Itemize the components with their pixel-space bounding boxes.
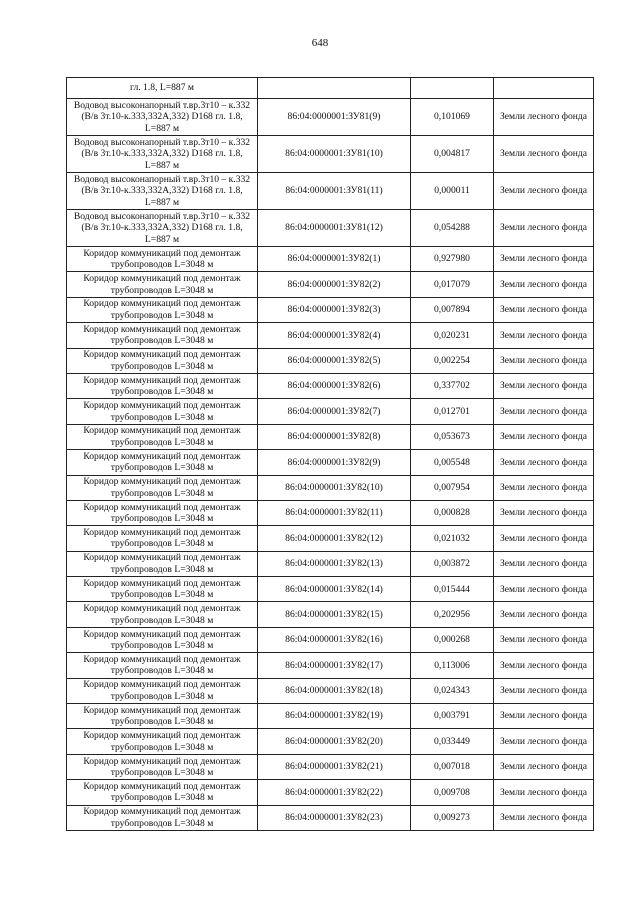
land-category-cell: Земли лесного фонда [494,551,594,576]
plot-name-cell: Водовод высоконапорный т.вр.3т10 – к.332 (В/в 3т.10-к.333,332А,332) D168 гл. 1.8, L=887 м [67,136,258,173]
plot-name-cell: Коридор коммуникаций под демонтаж трубопроводов L=3048 м [67,526,258,551]
land-category-cell: Земли лесного фонда [494,348,594,373]
area-cell: 0,017079 [411,272,494,297]
area-cell: 0,054288 [411,210,494,247]
land-category-cell: Земли лесного фонда [494,210,594,247]
table-row [67,348,594,373]
plot-name-cell: Коридор коммуникаций под демонтаж трубопроводов L=3048 м [67,323,258,348]
table-row [67,323,594,348]
cadastral-number-cell: 86:04:0000001:ЗУ82(5) [258,348,411,373]
area-cell: 0,033449 [411,729,494,754]
plot-name-cell: Коридор коммуникаций под демонтаж трубопроводов L=3048 м [67,297,258,322]
table-row [67,729,594,754]
land-category-cell: Земли лесного фонда [494,450,594,475]
cadastral-number-cell: 86:04:0000001:ЗУ82(11) [258,500,411,525]
plot-name-cell: Коридор коммуникаций под демонтаж трубопроводов L=3048 м [67,602,258,627]
table-row [67,424,594,449]
land-plot-table [66,77,594,831]
table-row [67,99,594,136]
cadastral-number-cell: 86:04:0000001:ЗУ82(23) [258,805,411,830]
plot-name-cell: Коридор коммуникаций под демонтаж трубопроводов L=3048 м [67,653,258,678]
cadastral-number-cell: 86:04:0000001:ЗУ82(22) [258,780,411,805]
cadastral-number-cell: 86:04:0000001:ЗУ82(10) [258,475,411,500]
cadastral-number-cell: 86:04:0000001:ЗУ82(13) [258,551,411,576]
plot-name-cell: Коридор коммуникаций под демонтаж трубопроводов L=3048 м [67,678,258,703]
land-category-cell: Земли лесного фонда [494,627,594,652]
area-cell: 0,000268 [411,627,494,652]
plot-name-cell: Коридор коммуникаций под демонтаж трубопроводов L=3048 м [67,399,258,424]
cadastral-number-cell: 86:04:0000001:ЗУ82(6) [258,373,411,398]
table-row [67,551,594,576]
cadastral-number-cell: 86:04:0000001:ЗУ82(20) [258,729,411,754]
area-cell: 0,009273 [411,805,494,830]
area-cell: 0,003791 [411,704,494,729]
plot-name-cell: Коридор коммуникаций под демонтаж трубопроводов L=3048 м [67,627,258,652]
land-category-cell: Земли лесного фонда [494,805,594,830]
land-category-cell: Земли лесного фонда [494,297,594,322]
plot-name-cell: Коридор коммуникаций под демонтаж трубопроводов L=3048 м [67,577,258,602]
area-cell: 0,000011 [411,173,494,210]
area-cell: 0,005548 [411,450,494,475]
land-category-cell: Земли лесного фонда [494,780,594,805]
land-category-cell: Земли лесного фонда [494,323,594,348]
area-cell: 0,012701 [411,399,494,424]
table-row [67,653,594,678]
table-row [67,272,594,297]
cadastral-number-cell: 86:04:0000001:ЗУ82(7) [258,399,411,424]
land-category-cell: Земли лесного фонда [494,500,594,525]
table-row [67,210,594,247]
area-cell: 0,007954 [411,475,494,500]
table-row [67,136,594,173]
plot-name-cell: Коридор коммуникаций под демонтаж трубопроводов L=3048 м [67,475,258,500]
cadastral-number-cell: 86:04:0000001:ЗУ81(12) [258,210,411,247]
plot-name-cell: Коридор коммуникаций под демонтаж трубопроводов L=3048 м [67,424,258,449]
table-row [67,678,594,703]
cadastral-number-cell: 86:04:0000001:ЗУ81(10) [258,136,411,173]
plot-name-cell: Коридор коммуникаций под демонтаж трубопроводов L=3048 м [67,373,258,398]
land-category-cell: Земли лесного фонда [494,678,594,703]
area-cell: 0,024343 [411,678,494,703]
area-cell: 0,007894 [411,297,494,322]
table-row [67,780,594,805]
plot-name-cell: Водовод высоконапорный т.вр.3т10 – к.332 (В/в 3т.10-к.333,332А,332) D168 гл. 1.8, L=887 м [67,99,258,136]
cadastral-number-cell: 86:04:0000001:ЗУ82(4) [258,323,411,348]
land-category-cell [494,78,594,99]
cadastral-number-cell: 86:04:0000001:ЗУ82(8) [258,424,411,449]
land-category-cell: Земли лесного фонда [494,399,594,424]
cadastral-number-cell: 86:04:0000001:ЗУ82(2) [258,272,411,297]
plot-name-cell: гл. 1.8, L=887 м [67,78,258,99]
area-cell: 0,007018 [411,754,494,779]
plot-name-cell: Коридор коммуникаций под демонтаж трубопроводов L=3048 м [67,805,258,830]
plot-name-cell: Коридор коммуникаций под демонтаж трубопроводов L=3048 м [67,729,258,754]
table-row [67,475,594,500]
cadastral-number-cell: 86:04:0000001:ЗУ82(19) [258,704,411,729]
cadastral-number-cell [258,78,411,99]
table-row [67,577,594,602]
plot-name-cell: Коридор коммуникаций под демонтаж трубопроводов L=3048 м [67,348,258,373]
land-category-cell: Земли лесного фонда [494,577,594,602]
table-body [67,78,594,831]
land-category-cell: Земли лесного фонда [494,704,594,729]
land-category-cell: Земли лесного фонда [494,272,594,297]
area-cell: 0,015444 [411,577,494,602]
table-row [67,297,594,322]
cadastral-number-cell: 86:04:0000001:ЗУ82(16) [258,627,411,652]
area-cell: 0,053673 [411,424,494,449]
cadastral-number-cell: 86:04:0000001:ЗУ82(12) [258,526,411,551]
table-row-continued [67,78,594,99]
land-category-cell: Земли лесного фонда [494,602,594,627]
plot-name-cell: Коридор коммуникаций под демонтаж трубопроводов L=3048 м [67,704,258,729]
table-row [67,704,594,729]
plot-name-cell: Коридор коммуникаций под демонтаж трубопроводов L=3048 м [67,450,258,475]
land-category-cell: Земли лесного фонда [494,424,594,449]
area-cell: 0,009708 [411,780,494,805]
area-cell: 0,000828 [411,500,494,525]
table-row [67,450,594,475]
plot-name-cell: Коридор коммуникаций под демонтаж трубопроводов L=3048 м [67,551,258,576]
cadastral-number-cell: 86:04:0000001:ЗУ82(1) [258,247,411,272]
cadastral-number-cell: 86:04:0000001:ЗУ82(21) [258,754,411,779]
land-category-cell: Земли лесного фонда [494,99,594,136]
cadastral-number-cell: 86:04:0000001:ЗУ81(9) [258,99,411,136]
area-cell: 0,020231 [411,323,494,348]
land-category-cell: Земли лесного фонда [494,173,594,210]
table-row [67,754,594,779]
area-cell: 0,927980 [411,247,494,272]
table-row [67,805,594,830]
plot-name-cell: Водовод высоконапорный т.вр.3т10 – к.332 (В/в 3т.10-к.333,332А,332) D168 гл. 1.8, L=887 м [67,173,258,210]
land-category-cell: Земли лесного фонда [494,247,594,272]
land-category-cell: Земли лесного фонда [494,475,594,500]
plot-name-cell: Коридор коммуникаций под демонтаж трубопроводов L=3048 м [67,754,258,779]
table-row [67,373,594,398]
table-row [67,627,594,652]
area-cell: 0,202956 [411,602,494,627]
cadastral-number-cell: 86:04:0000001:ЗУ82(18) [258,678,411,703]
cadastral-number-cell: 86:04:0000001:ЗУ82(14) [258,577,411,602]
area-cell: 0,003872 [411,551,494,576]
cadastral-number-cell: 86:04:0000001:ЗУ82(15) [258,602,411,627]
land-category-cell: Земли лесного фонда [494,526,594,551]
area-cell: 0,113006 [411,653,494,678]
table-row [67,399,594,424]
area-cell: 0,004817 [411,136,494,173]
table-row [67,173,594,210]
cadastral-number-cell: 86:04:0000001:ЗУ82(3) [258,297,411,322]
area-cell [411,78,494,99]
area-cell: 0,021032 [411,526,494,551]
plot-name-cell: Коридор коммуникаций под демонтаж трубопроводов L=3048 м [67,247,258,272]
area-cell: 0,101069 [411,99,494,136]
table-row [67,602,594,627]
page-number: 648 [311,37,329,49]
table-row [67,247,594,272]
land-category-cell: Земли лесного фонда [494,136,594,173]
plot-name-cell: Коридор коммуникаций под демонтаж трубопроводов L=3048 м [67,780,258,805]
plot-name-cell: Коридор коммуникаций под демонтаж трубопроводов L=3048 м [67,272,258,297]
land-category-cell: Земли лесного фонда [494,373,594,398]
plot-name-cell: Водовод высоконапорный т.вр.3т10 – к.332 (В/в 3т.10-к.333,332А,332) D168 гл. 1.8, L=887 м [67,210,258,247]
area-cell: 0,337702 [411,373,494,398]
area-cell: 0,002254 [411,348,494,373]
plot-name-cell: Коридор коммуникаций под демонтаж трубопроводов L=3048 м [67,500,258,525]
land-category-cell: Земли лесного фонда [494,754,594,779]
cadastral-number-cell: 86:04:0000001:ЗУ81(11) [258,173,411,210]
land-category-cell: Земли лесного фонда [494,729,594,754]
cadastral-number-cell: 86:04:0000001:ЗУ82(9) [258,450,411,475]
land-category-cell: Земли лесного фонда [494,653,594,678]
table-row [67,526,594,551]
cadastral-number-cell: 86:04:0000001:ЗУ82(17) [258,653,411,678]
table-row [67,500,594,525]
